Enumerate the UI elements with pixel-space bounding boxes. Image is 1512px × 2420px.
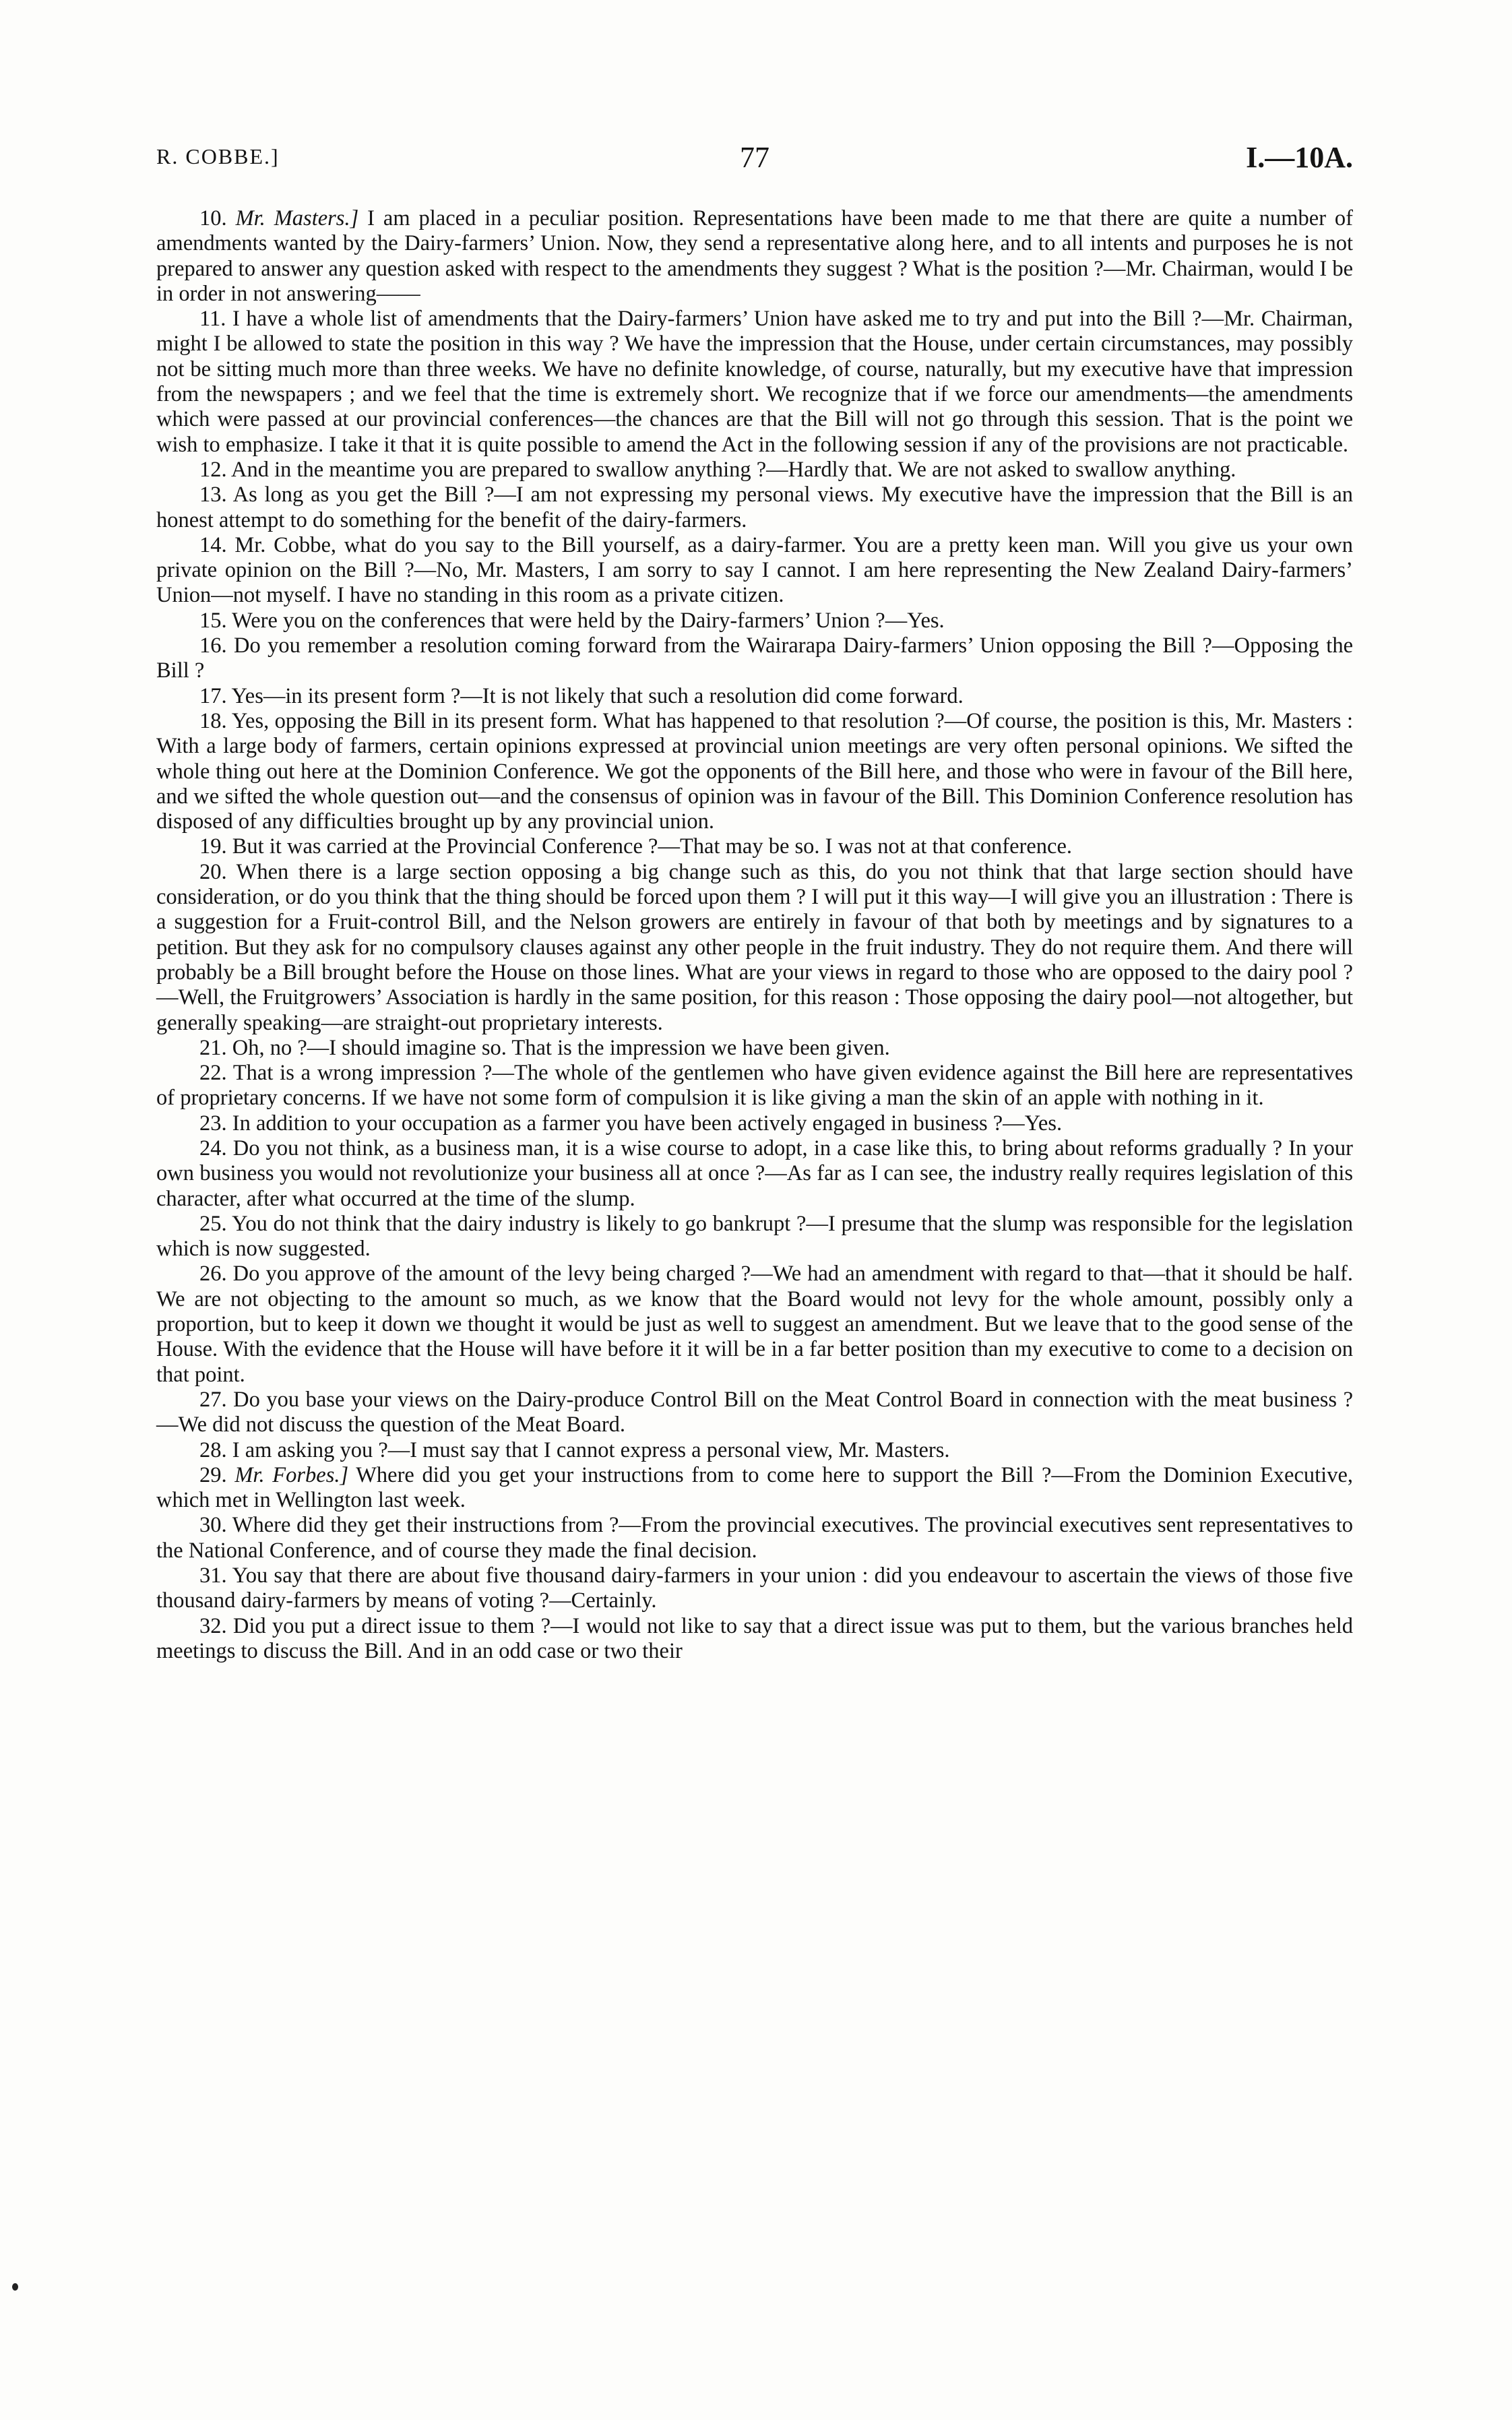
question-paragraph [156,1036,1353,1061]
question-paragraph [156,709,1353,834]
question-text: I am placed in a peculiar position. Representations have been made to me that there are quite a number of amendments wanted by the Dairy-farmers’ Union. Now, they send a representative along here, and to all intents and purposes he is not prepared to answer any question asked with respect to the amendments they suggest ? What is the position ?—Mr. Chairman, would I be in order in not answering—— [156,206,1354,306]
speaker-name: Mr. Forbes.] [234,1462,349,1487]
question-text: Mr. Cobbe, what do you say to the Bill yourself, as a dairy-farmer. You are a pretty keen man. Will you give us your own private opinion on the Bill ?—No, Mr. Masters, I am sorry to say I cannot. I am here representing the New Zealand Dairy-farmers’ Union—not myself. I have no standing in this room as a private citizen. [156,532,1354,608]
question-paragraph [156,1614,1353,1665]
question-text: Yes, opposing the Bill in its present form. What has happened to that resolution ?—Of course, the position is this, Mr. Masters : With a large body of farmers, certain opinions expressed at provincial union meetings are very often personal opinions. We sifted the whole thing out here at the Dominion Conference. We got the opponents of the Bill here, and those who were in favour of the Bill here, and we sifted the whole question out—and the consensus of opinion was in favour of the Bill. This Dominion Conference resolution has disposed of any difficulties brought up by any provincial union. [156,708,1353,834]
question-paragraph [156,609,1353,633]
question-text: Do you not think, as a business man, it is a wise course to adopt, in a case like this, to bring about reforms gradually ? In your own business you would not revolutionize your business all at once ?—As far as I can see, the industry really requires legislation of this character, after what occurred at the time of the slump. [156,1136,1353,1211]
question-number: 27. [199,1387,234,1412]
question-paragraph [156,307,1353,458]
question-number: 31. [199,1563,232,1588]
question-paragraph [156,860,1353,1036]
question-number: 26. [199,1262,233,1286]
question-number: 19. [199,834,232,859]
question-number: 17. [199,683,232,708]
question-number: 12. [199,457,231,482]
speaker-name: Mr. Masters.] [235,206,359,230]
question-text: I am asking you ?—I must say that I cannot express a personal view, Mr. Masters. [232,1437,950,1462]
question-paragraph [156,483,1353,533]
question-text: But it was carried at the Provincial Conference ?—That may be so. I was not at that conference. [232,834,1073,859]
question-paragraph [156,458,1353,483]
question-paragraph [156,533,1353,609]
question-paragraph [156,633,1353,684]
question-paragraph [156,1513,1353,1563]
question-text: Do you remember a resolution coming forward from the Wairarapa Dairy-farmers’ Union opposing the Bill ?—Opposing the Bill ? [156,633,1353,683]
page-number: 77 [740,141,769,174]
question-text: You say that there are about five thousand dairy-farmers in your union : did you endeavour to ascertain the views of those five thousand dairy-farmers by means of voting ?—Certainly. [156,1563,1353,1613]
question-number: 16. [199,633,234,658]
question-paragraph [156,206,1353,307]
document-body [156,206,1353,1664]
question-number: 15. [199,608,232,633]
question-paragraph [156,1463,1353,1514]
question-number: 14. [199,532,235,557]
question-number: 24. [199,1136,233,1160]
question-paragraph [156,834,1353,859]
question-text: Did you put a direct issue to them ?—I would not like to say that a direct issue was put to them, but the various branches held meetings to discuss the Bill. And in an odd case or two their [156,1613,1354,1663]
question-paragraph [156,1563,1353,1614]
question-text: That is a wrong impression ?—The whole of the gentlemen who have given evidence against the Bill here are representatives of proprietary concerns. If we have not some form of compulsion it is like giving a man the skin of an apple with nothing in it. [156,1061,1353,1111]
question-paragraph [156,684,1353,709]
question-text: I have a whole list of amendments that the Dairy-farmers’ Union have asked me to try and put into the Bill ?—Mr. Chairman, might I be allowed to state the position in this way ? We have the impression that the House, under certain circumstances, may possibly not be sitting much more than three weeks. We have no definite knowledge, of course, naturally, but my executive have that impression from the newspapers ; and we feel that the time is extremely short. We recognize that if we force our amendments—the amendments which were passed at our provincial conferences—the chances are that the Bill will not go through this session. That is the point we wish to emphasize. I take it that it is quite possible to amend the Act in the following session if any of the provisions are not practicable. [156,307,1353,457]
question-text: In addition to your occupation as a farmer you have been actively engaged in business ?—Yes. [232,1111,1063,1136]
header-witness-name: R. COBBE.] [156,144,280,168]
question-number: 30. [199,1513,232,1538]
question-number: 21. [199,1035,232,1060]
question-paragraph [156,1136,1353,1212]
question-number: 20. [199,859,237,884]
margin-speck [12,2283,18,2291]
question-number: 13. [199,483,233,507]
question-text: You do not think that the dairy industry is likely to go bankrupt ?—I presume that the slump was responsible for the legislation which is now suggested. [156,1211,1354,1262]
page-header [156,140,1353,181]
question-text: And in the meantime you are prepared to swallow anything ?—Hardly that. We are not asked to swallow anything. [230,457,1236,482]
question-paragraph [156,1111,1353,1136]
question-number: 10. [199,206,236,230]
question-text: Do you base your views on the Dairy-produce Control Bill on the Meat Control Board in connection with the meat business ?—We did not discuss the question of the Meat Board. [156,1387,1354,1437]
question-number: 28. [199,1437,232,1462]
question-number: 11. [199,307,232,332]
question-number: 32. [199,1613,233,1638]
question-number: 23. [199,1111,232,1136]
question-text: When there is a large section opposing a big change such as this, do you not think that that large section should have consideration, or do you think that the thing should be forced upon them ? I will put it this way—I will give you an illustration : There is a suggestion for a Fruit-control Bill, and the Nelson growers are entirely in favour of that both by meetings and by signatures to a petition. But they ask for no compulsory clauses against any other people in the fruit industry. They do not require them. And there will probably be a Bill brought before the House on those lines. What are your views in regard to those who are opposed to the dairy pool ?—Well, the Fruitgrowers’ Association is hardly in the same position, for this reason : Those opposing the dairy pool—not altogether, but generally speaking—are straight-out proprietary interests. [156,859,1353,1035]
question-paragraph [156,1262,1353,1387]
question-paragraph [156,1061,1353,1111]
question-paragraph [156,1212,1353,1262]
question-paragraph [156,1438,1353,1463]
question-text: Where did they get their instructions from ?—From the provincial executives. The provincial executives sent representatives to the National Conference, and of course they made the final decision. [156,1513,1353,1563]
question-text: Where did you get your instructions from to come here to support the Bill ?—From the Dominion Executive, which met in Wellington last week. [156,1462,1354,1513]
question-number: 29. [199,1462,235,1487]
question-text: Do you approve of the amount of the levy being charged ?—We had an amendment with regard to that—that it should be half. We are not objecting to the amount so much, as we know that the Board would not levy for the whole amount, possibly only a proportion, but to keep it down we thought it would be just as well to suggest an amendment. But we leave that to the good sense of the House. With the evidence that the House will have before it it will be in a far better position than my executive to come to a decision on that point. [156,1262,1353,1387]
question-paragraph [156,1388,1353,1438]
question-number: 22. [199,1061,233,1086]
paper-reference: I.—10A. [1246,141,1353,174]
question-number: 18. [199,708,232,733]
question-number: 25. [199,1211,232,1236]
question-text: Oh, no ?—I should imagine so. That is the impression we have been given. [232,1035,890,1060]
question-text: Were you on the conferences that were held by the Dairy-farmers’ Union ?—Yes. [232,608,945,633]
question-text: Yes—in its present form ?—It is not likely that such a resolution did come forward. [231,683,964,708]
question-text: As long as you get the Bill ?—I am not expressing my personal views. My executive have the impression that the Bill is an honest attempt to do something for the benefit of the dairy-farmers. [156,483,1353,532]
